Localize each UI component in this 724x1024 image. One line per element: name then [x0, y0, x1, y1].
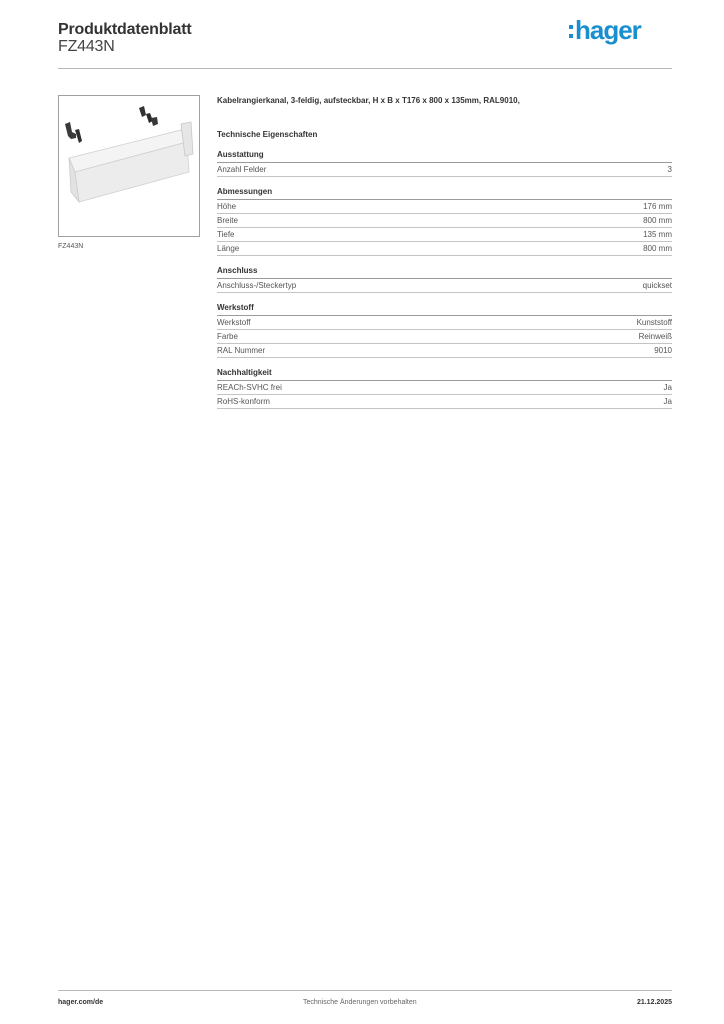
spec-value: 800 mm	[643, 216, 672, 225]
spec-value: 176 mm	[643, 202, 672, 211]
spec-row	[217, 228, 672, 242]
cable-duct-illustration	[59, 96, 199, 236]
spec-row	[217, 200, 672, 214]
spec-value: 9010	[654, 346, 672, 355]
section-title: Anschluss	[217, 266, 672, 279]
spec-label: RAL Nummer	[217, 346, 266, 355]
footer-disclaimer: Technische Änderungen vorbehalten	[303, 999, 417, 1006]
spec-row	[217, 242, 672, 256]
spec-label: Farbe	[217, 332, 238, 341]
section-werkstoff	[217, 303, 672, 358]
spec-row	[217, 163, 672, 177]
hager-logo	[568, 14, 658, 48]
spec-value: Reinweiß	[638, 332, 672, 341]
footer-date: 21.12.2025	[636, 999, 672, 1006]
tech-properties-heading: Technische Eigenschaften	[217, 130, 318, 139]
spec-value: Ja	[663, 383, 672, 392]
logo-text: hager	[575, 15, 641, 45]
section-title: Nachhaltigkeit	[217, 368, 672, 381]
section-nachhaltigkeit	[217, 368, 672, 409]
spec-row	[217, 330, 672, 344]
spec-value: quickset	[642, 281, 672, 290]
section-title: Werkstoff	[217, 303, 672, 316]
product-image	[58, 95, 200, 237]
spec-value: 800 mm	[643, 244, 672, 253]
section-abmessungen	[217, 187, 672, 256]
spec-row	[217, 344, 672, 358]
spec-label: Anschluss-/Steckertyp	[217, 281, 297, 290]
spec-row	[217, 381, 672, 395]
section-title: Ausstattung	[217, 150, 672, 163]
header-divider	[58, 68, 672, 69]
product-details	[217, 96, 672, 419]
spec-label: Anzahl Felder	[217, 165, 267, 174]
image-caption: FZ443N	[58, 243, 84, 250]
product-code: FZ443N	[58, 38, 115, 55]
footer-divider	[58, 990, 672, 991]
spec-row	[217, 316, 672, 330]
spec-row	[217, 395, 672, 409]
footer-website-link[interactable]: hager.com/de	[58, 999, 104, 1006]
spec-label: Werkstoff	[217, 318, 251, 327]
spec-value: 135 mm	[643, 230, 672, 239]
spec-label: Höhe	[217, 202, 237, 211]
spec-label: Länge	[217, 244, 240, 253]
spec-value: Kunststoff	[636, 318, 672, 327]
section-anschluss	[217, 266, 672, 293]
spec-label: Tiefe	[217, 230, 235, 239]
document-title: Produktdatenblatt	[58, 21, 192, 38]
spec-label: Breite	[217, 216, 238, 225]
spec-row	[217, 214, 672, 228]
spec-value: 3	[667, 165, 672, 174]
spec-label: REACh-SVHC frei	[217, 383, 282, 392]
section-title: Abmessungen	[217, 187, 672, 200]
spec-label: RoHS-konform	[217, 397, 270, 406]
spec-row	[217, 279, 672, 293]
product-description: Kabelrangierkanal, 3-feldig, aufsteckbar, H x B x T176 x 800 x 135mm, RAL9010,	[217, 96, 520, 105]
section-ausstattung	[217, 150, 672, 177]
spec-value: Ja	[663, 397, 672, 406]
